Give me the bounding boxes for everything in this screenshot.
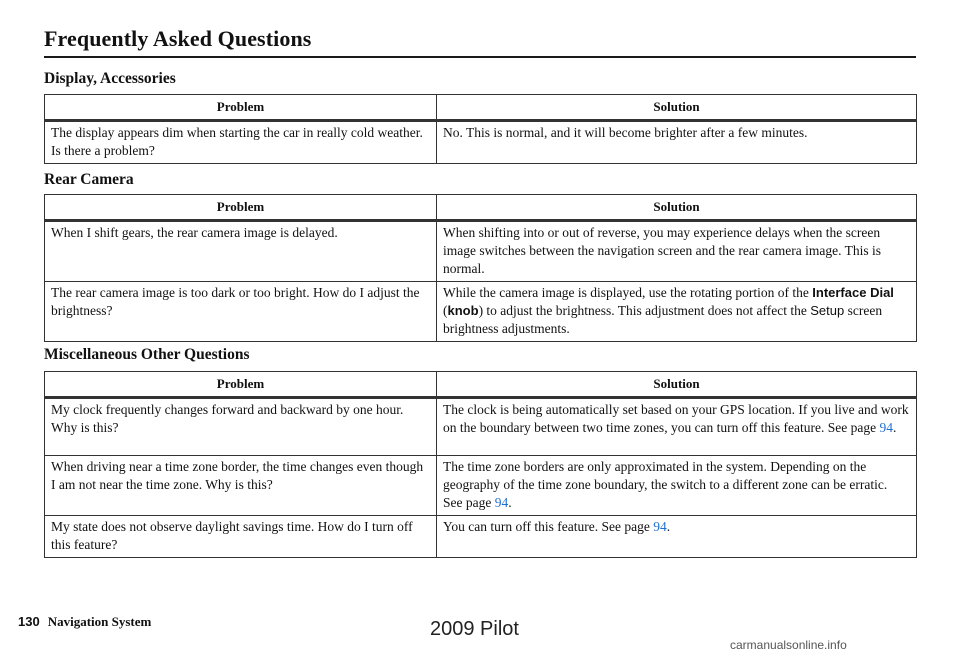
table-header-row [45, 372, 917, 398]
knob-label: knob [447, 303, 479, 318]
faq-table-misc [44, 371, 917, 558]
column-header-problem: Problem [45, 372, 437, 398]
solution-text: The clock is being automatically set based on your GPS location. If you live and work on the boundary between two time zones, you can turn off this feature. See page [443, 402, 909, 435]
solution-text: ) to adjust the brightness. This adjustment does not affect the [478, 303, 811, 318]
watermark: 2009 Pilot [430, 618, 519, 640]
footer-label: Navigation System [47, 614, 152, 629]
faq-table-display-accessories [44, 94, 917, 164]
column-header-problem: Problem [45, 195, 437, 221]
table-row [45, 121, 917, 164]
interface-dial-label: Interface Dial [812, 285, 894, 300]
solution-text: . [666, 519, 671, 534]
problem-cell: The rear camera image is too dark or too bright. How do I adjust the brightness? [45, 282, 437, 342]
column-header-solution: Solution [437, 95, 917, 121]
faq-table-rear-camera [44, 194, 917, 342]
solution-text: . [508, 495, 512, 510]
title-divider [44, 56, 916, 58]
section-title-rear-camera: Rear Camera [44, 171, 134, 188]
solution-text: screen brightness adjustments. [443, 303, 883, 336]
table-row [45, 516, 917, 558]
table-row [45, 398, 917, 456]
problem-cell: When driving near a time zone border, the time changes even though I am not near the time zone. Why is this? [45, 456, 437, 516]
table-header-row [45, 95, 917, 121]
page-link[interactable]: 94 [879, 420, 893, 435]
solution-cell [437, 456, 917, 516]
solution-text: The time zone borders are only approximated in the system. Depending on the geography of the time zone boundary, the switch to a different zone can be erratic. See page [443, 459, 888, 510]
page-title: Frequently Asked Questions [44, 26, 312, 51]
solution-text: ( [443, 303, 448, 318]
table-row [45, 456, 917, 516]
column-header-solution: Solution [437, 372, 917, 398]
solution-text: While the camera image is displayed, use the rotating portion of the [443, 285, 813, 300]
problem-cell: My clock frequently changes forward and backward by one hour. Why is this? [45, 398, 437, 456]
solution-cell [437, 516, 917, 558]
section-title-display-accessories: Display, Accessories [44, 70, 176, 87]
setup-label: Setup [810, 303, 845, 318]
solution-cell: No. This is normal, and it will become brighter after a few minutes. [437, 121, 917, 164]
solution-cell: When shifting into or out of reverse, you may experience delays when the screen image switches between the navigation screen and the rear camera image. This is normal. [437, 221, 917, 282]
problem-cell: The display appears dim when starting the car in really cold weather. Is there a problem? [45, 121, 437, 164]
solution-cell [437, 398, 917, 456]
solution-text: You can turn off this feature. See page [443, 519, 654, 534]
problem-cell: My state does not observe daylight savings time. How do I turn off this feature? [45, 516, 437, 558]
table-row [45, 282, 917, 342]
problem-cell: When I shift gears, the rear camera image is delayed. [45, 221, 437, 282]
solution-text: . [893, 420, 897, 435]
solution-cell [437, 282, 917, 342]
page-link[interactable]: 94 [494, 495, 509, 510]
section-title-misc: Miscellaneous Other Questions [44, 346, 250, 363]
site-watermark: carmanualsonline.info [730, 638, 847, 652]
column-header-solution: Solution [437, 195, 917, 221]
table-row [45, 221, 917, 282]
column-header-problem: Problem [45, 95, 437, 121]
table-header-row [45, 195, 917, 221]
page-link[interactable]: 94 [653, 519, 667, 534]
page-number: 130 [18, 614, 40, 629]
page-footer [18, 614, 151, 630]
